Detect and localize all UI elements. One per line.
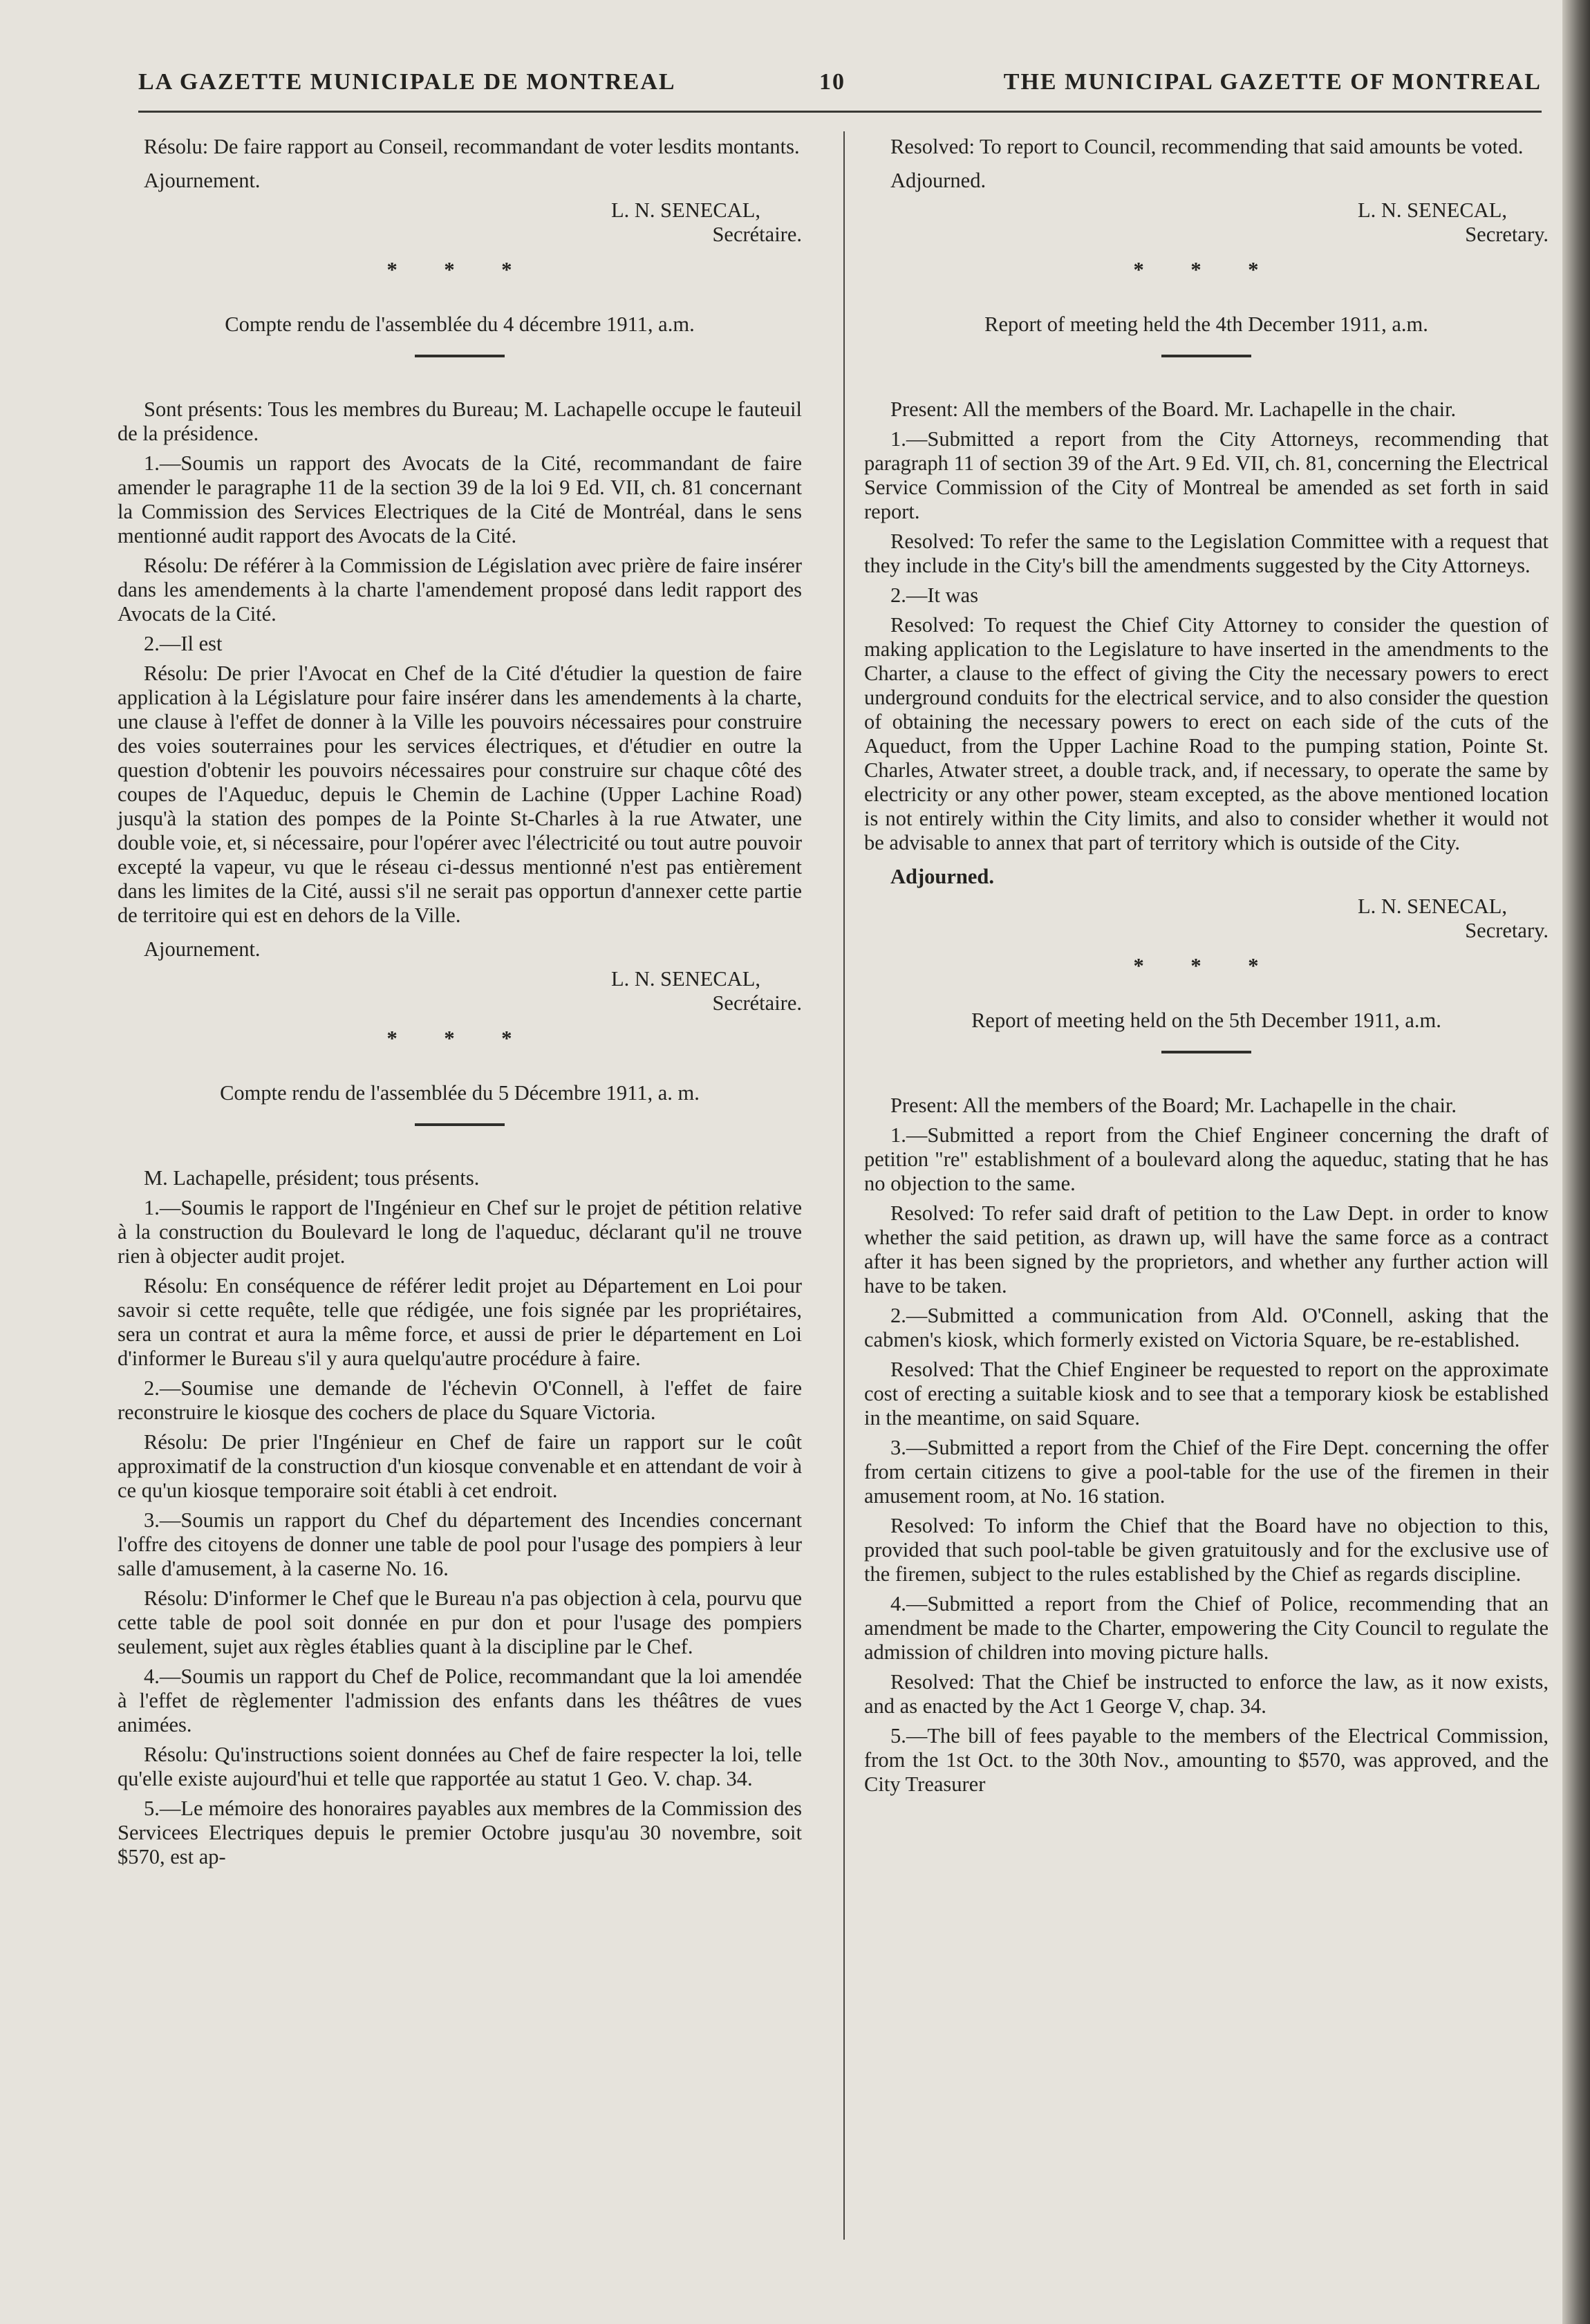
paragraph: Résolu: De référer à la Commission de Législation avec prière de faire insérer dans les amendements à la charte l'amendement proposé dans ledit rapport des Avocats de la Cité.: [118, 554, 802, 626]
adjourned-label: Ajournement.: [144, 169, 261, 192]
section-separator: * * *: [386, 1027, 533, 1050]
running-head: [138, 69, 1542, 111]
column-divider: [843, 131, 845, 2240]
paragraph: 1.—Submitted a report from the City Attorneys, recommending that paragraph 11 of section 39 of the Art. 9 Ed. VII, ch. 81, concerning the Electrical Service Commission of the City of Montreal be amended as set forth in said report.: [864, 427, 1549, 523]
paragraph: 5.—Le mémoire des honoraires payables aux membres de la Commission des Servicees Electriques depuis le premier Octobre jusqu'au 30 novembre, soit $570, est ap-: [118, 1797, 802, 1868]
header-right-title: THE MUNICIPAL GAZETTE OF MONTREAL: [1003, 69, 1542, 95]
page-edge-shadow: [1562, 0, 1590, 2324]
signature-name: L. N. SENECAL,: [610, 967, 760, 991]
paragraph: M. Lachapelle, président; tous présents.: [144, 1166, 480, 1190]
signature-title: Secrétaire.: [712, 991, 802, 1015]
paragraph: Résolu: En conséquence de référer ledit projet au Département en Loi pour savoir si cette requête, telle que rédigée, une fois signée par les propriétaires, sera un contrat et aura la même force, et aussi de prier le département en Loi d'informer le Bureau s'il y aura quelqu'autre procédure à faire.: [118, 1274, 802, 1370]
paragraph: Sont présents: Tous les membres du Bureau; M. Lachapelle occupe le fauteuil de la présidence.: [118, 397, 802, 445]
header-left-title: LA GAZETTE MUNICIPALE DE MONTREAL: [138, 69, 676, 95]
paragraph: Résolu: D'informer le Chef que le Bureau n'a pas objection à cela, pourvu que cette table de pool soit donnée en pur don et pour l'usage des pompiers seulement, sujet aux règles établies quant à la discipline par le Chef.: [118, 1586, 802, 1658]
title-rule: [415, 1123, 505, 1126]
paragraph: 4.—Soumis un rapport du Chef de Police, recommandant que la loi amendée à l'effet de règlementer l'admission des enfants dans les théâtres de vues animées.: [118, 1665, 802, 1736]
paragraph: 2.—Submitted a communication from Ald. O'Connell, asking that the cabmen's kiosk, which formerly existed on Victoria Square, be re-established.: [864, 1304, 1549, 1351]
paragraph: Resolved: To inform the Chief that the Board have no objection to this, provided that such pool-table be given gratuitously and for the exclusive use of the firemen, subject to the rules established by the Chief as regards discipline.: [864, 1514, 1549, 1586]
paragraph: Resolved: To refer said draft of petition to the Law Dept. in order to know whether the said petition, as drawn up, will have the same force as a contract after it has been signed by the proprietors, and whether any further action will have to be taken.: [864, 1201, 1549, 1297]
english-column: [864, 135, 1549, 1802]
opening-resolution: Resolved: To report to Council, recommending that said amounts be voted.: [890, 135, 1524, 158]
section-separator: * * *: [386, 258, 533, 281]
paragraph: Resolved: To request the Chief City Attorney to consider the question of making application to the Legislature to have inserted in the amendments to the Charter, a clause to the effect of giving the City the necessary powers to erect underground conduits for the electrical service, and to also consider the question of obtaining the necessary powers to erect on each side of the cuts of the Aqueduct, from the Upper Lachine Road to the pumping station, Pointe St. Charles, Atwater street, a double track, and, if necessary, to operate the same by electricity or any other power, steam excepted, as the above mentioned location is not entirely within the City limits, and also to consider whether it would not be advisable to annex that part of territory which is outside of the City.: [864, 613, 1549, 854]
paragraph: 3.—Soumis un rapport du Chef du département des Incendies concernant l'offre des citoyens de donner une table de pool pour l'usage des pompiers à leur salle d'amusement, à la caserne No. 16.: [118, 1508, 802, 1580]
paragraph: Resolved: That the Chief be instructed to enforce the law, as it now exists, and as enacted by the Act 1 George V, chap. 34.: [864, 1670, 1549, 1718]
paragraph: Résolu: De prier l'Ingénieur en Chef de faire un rapport sur le coût approximatif de la construction d'un kiosque convenable et en attendant de voir à ce qu'un kiosque temporaire soit établi à cet endroit.: [118, 1430, 802, 1502]
signature-name: L. N. SENECAL,: [1357, 894, 1507, 918]
section-separator: * * *: [1133, 258, 1280, 281]
french-column: [118, 135, 802, 1875]
signature-name: L. N. SENECAL,: [1357, 198, 1507, 222]
meeting-title: Compte rendu de l'assemblée du 4 décembre 1911, a.m.: [225, 312, 695, 336]
paragraph: Resolved: To refer the same to the Legislation Committee with a request that they include in the City's bill the amendments suggested by the City Attorneys.: [864, 530, 1549, 577]
meeting-title: Report of meeting held the 4th December 1911, a.m.: [984, 312, 1428, 336]
paragraph: 1.—Soumis un rapport des Avocats de la Cité, recommandant de faire amender le paragraphe 11 de la section 39 de la loi 9 Ed. VII, ch. 81 concernant la Commission des Services Electriques de la Cité de Montréal, dans le sens mentionné audit rapport des Avocats de la Cité.: [118, 451, 802, 547]
paragraph: 1.—Soumis le rapport de l'Ingénieur en Chef sur le projet de pétition relative à la construction du Boulevard le long de l'aqueduc, déclarant qu'il ne trouve rien à objecter audit projet.: [118, 1196, 802, 1268]
paragraph: Resolved: That the Chief Engineer be requested to report on the approximate cost of erecting a suitable kiosk and to see that a temporary kiosk be established in the meantime, on said Square.: [864, 1358, 1549, 1430]
adjourned-label: Ajournement.: [144, 937, 261, 961]
signature-name: L. N. SENECAL,: [610, 198, 760, 222]
meeting-title: Report of meeting held on the 5th December 1911, a.m.: [971, 1009, 1441, 1032]
signature-title: Secretary.: [1465, 919, 1549, 942]
paragraph: Résolu: Qu'instructions soient données au Chef de faire respecter la loi, telle qu'elle existe aujourd'hui et telle que rapportée au statut 1 Geo. V. chap. 34.: [118, 1743, 802, 1790]
paragraph: Present: All the members of the Board; Mr. Lachapelle in the chair.: [890, 1094, 1457, 1117]
header-rule: [138, 111, 1542, 113]
meeting-title: Compte rendu de l'assemblée du 5 Décembre 1911, a. m.: [220, 1081, 700, 1105]
title-rule: [1161, 355, 1251, 357]
signature-title: Secretary.: [1465, 223, 1549, 246]
adjourned-label: Adjourned.: [890, 865, 994, 888]
section-separator: * * *: [1133, 954, 1280, 977]
title-rule: [1161, 1051, 1251, 1053]
paragraph: Résolu: De prier l'Avocat en Chef de la Cité d'étudier la question de faire application à la Législature pour faire insérer dans les amendements à la charte, une clause à l'effet de donner à la Ville les pouvoirs nécessaires pour construire des voies souterraines pour les services électriques, et d'étudier en outre la question d'obtenir les pouvoirs nécessaires pour construire sur chaque côté des coupes de l'Aqueduc, depuis le Chemin de Lachine (Upper Lachine Road) jusqu'à la station des pompes de la Pointe St-Charles à la rue Atwater, une double voie, et, si nécessaire, pour l'opérer avec l'électricité ou tout autre pouvoir excepté la vapeur, vu que le réseau ci-dessus mentionné n'est pas entièrement dans les limites de la Cité, aussi s'il ne serait pas opportun d'annexer cette partie de territoire qui est en dehors de la Ville.: [118, 662, 802, 927]
paragraph: 2.—Il est: [144, 632, 223, 655]
paragraph: 2.—It was: [890, 583, 979, 607]
signature-title: Secrétaire.: [712, 223, 802, 246]
paragraph: Present: All the members of the Board. Mr. Lachapelle in the chair.: [890, 397, 1457, 421]
paragraph: 3.—Submitted a report from the Chief of the Fire Dept. concerning the offer from certain citizens to give a pool-table for the use of the firemen in their amusement room, at No. 16 station.: [864, 1436, 1549, 1508]
adjourned-label: Adjourned.: [890, 169, 986, 192]
opening-resolution: Résolu: De faire rapport au Conseil, recommandant de voter lesdits montants.: [144, 135, 800, 158]
paragraph: 5.—The bill of fees payable to the members of the Electrical Commission, from the 1st Oct. to the 30th Nov., amounting to $570, was approved, and the City Treasurer: [864, 1724, 1549, 1796]
paragraph: 4.—Submitted a report from the Chief of Police, recommending that an amendment be made to the Charter, empowering the City Council to regulate the admission of children into moving picture halls.: [864, 1592, 1549, 1664]
page-number: 10: [819, 69, 845, 95]
paragraph: 2.—Soumise une demande de l'échevin O'Connell, à l'effet de faire reconstruire le kiosque des cochers de place du Square Victoria.: [118, 1376, 802, 1424]
title-rule: [415, 355, 505, 357]
paragraph: 1.—Submitted a report from the Chief Engineer concerning the draft of petition "re" establishment of a boulevard along the aqueduc, stating that he has no objection to the same.: [864, 1123, 1549, 1195]
